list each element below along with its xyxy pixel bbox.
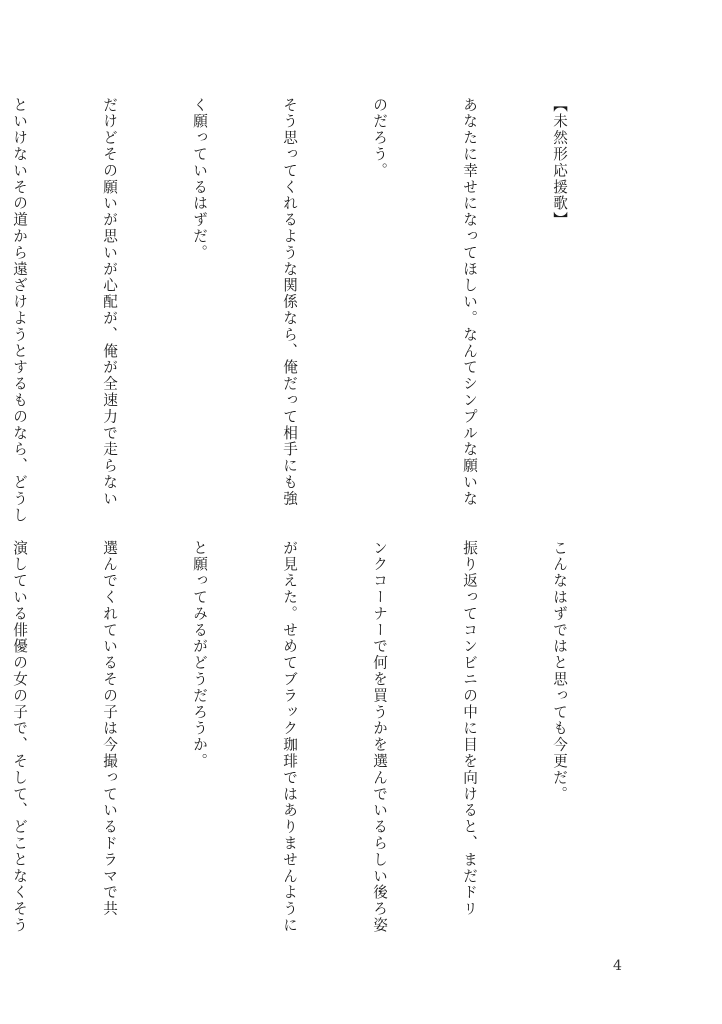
upper-text-block	[0, 97, 634, 524]
text-line: だけどその願いが思いが心配が、俺が全速力で走らない	[101, 97, 118, 507]
text-line: のだろう。	[371, 97, 388, 179]
text-line: 振り返ってコンビニの中に目を向けると、まだドリ	[461, 540, 478, 918]
text-line: そう思ってくれるような関係なら、俺だって相手にも強	[281, 97, 298, 507]
lower-text-block	[0, 540, 634, 940]
text-line: 選んでくれているその子は今撮っているドラマで共	[101, 540, 118, 918]
text-line: あなたに幸せになってほしい。なんてシンプルな願いな	[461, 97, 478, 507]
text-line: 演している俳優の女の子で、そして、どことなくそう	[11, 540, 28, 934]
text-line: こんなはずではと思っても今更だ。	[551, 540, 568, 803]
text-line: と願ってみるがどうだろうか。	[191, 540, 208, 770]
page-number: 4	[613, 958, 622, 974]
text-line: といけないその道から遠ざけようとするものなら、どうし	[11, 97, 28, 524]
text-line: ンクコーナーで何を買うかを選んでいるらしい後ろ姿	[371, 540, 388, 934]
text-line: く願っているはずだ。	[191, 97, 208, 261]
section-title: 【未然形応援歌】	[551, 97, 568, 229]
text-line: が見えた。せめてブラック珈琲ではありませんように	[281, 540, 298, 934]
